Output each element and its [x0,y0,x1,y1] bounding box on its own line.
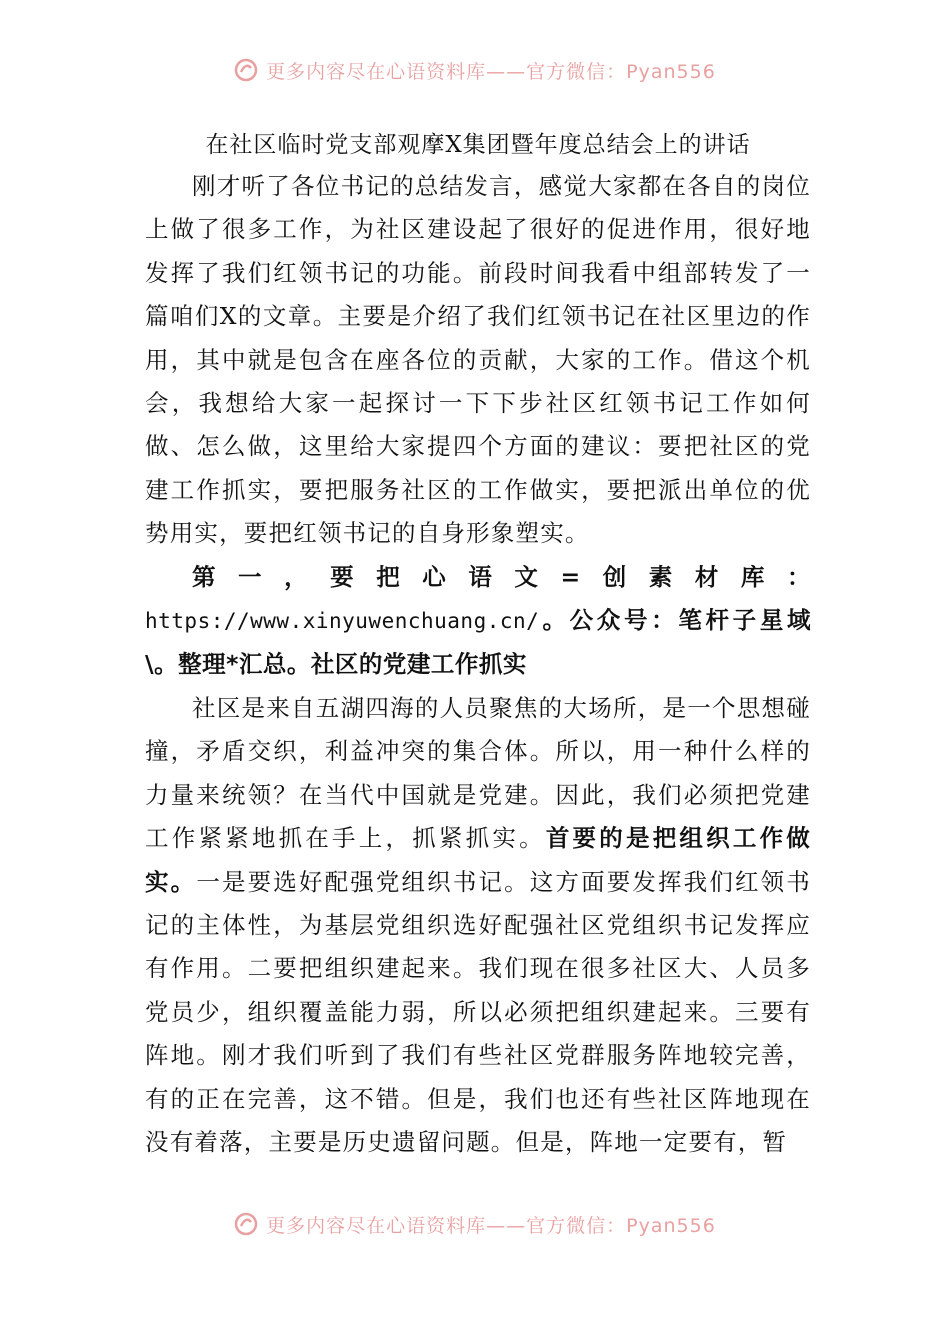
watermark-footer [0,1206,950,1242]
paragraph-bold-text: 首要的是把组织工作做实。 [145,824,811,896]
brand-logo-icon [234,1212,258,1236]
heading-suffix: 。公众号：笔杆子星域\。整理*汇总。社区的党建工作抓实 [145,606,811,679]
watermark-text: 更多内容尽在心语资料库——官方微信：Pyan556 [266,1214,716,1237]
document-body [145,125,811,1164]
heading-prefix: 第一，要把心语文=创素材库： [192,562,811,591]
paragraph-intro: 刚才听了各位书记的总结发言，感觉大家都在各自的岗位上做了很多工作，为社区建设起了很好的促进作用，很好地发挥了我们红领书记的功能。前段时间我看中组部转发了一篇咱们X的文章。主要是介绍了我们红领书记在社区里边的作用，其中就是包含在座各位的贡献，大家的工作。借这个机会，我想给大家一起探讨一下下步社区红领书记工作如何做、怎么做，这里给大家提四个方面的建议：要把社区的党建工作抓实，要把服务社区的工作做实，要把派出单位的优势用实，要把红领书记的自身形象塑实。 [145,172,811,548]
paragraph-text-b: 一是要选好配强党组织书记。这方面要发挥我们红领书记的主体性，为基层党组织选好配强社区党组织书记发挥应有作用。二要把组织建起来。我们现在很多社区大、人员多党员少，组织覆盖能力弱，所以必须把组织建起来。三要有阵地。刚才我们听到了我们有些社区党群服务阵地较完善，有的正在完善，这不错。但是，我们也还有些社区阵地现在没有着落，主要是历史遗留问题。但是，阵地一定要有，暂 [145,867,811,1156]
watermark-text: 更多内容尽在心语资料库——官方微信：Pyan556 [266,60,716,83]
paragraph-text-a: 社区是来自五湖四海的人员聚焦的大场所，是一个思想碰撞，矛盾交织，利益冲突的集合体。所以，用一种什么样的力量来统领？在当代中国就是党建。因此，我们必须把党建工作紧紧地抓在手上，抓紧抓实。 [145,693,811,853]
paragraph-party-building [145,687,811,1164]
watermark-header [0,52,950,88]
brand-logo-icon [234,58,258,82]
heading-url: https://www.xinyuwenchuang.cn/ [145,609,540,634]
document-title: 在社区临时党支部观摩X集团暨年度总结会上的讲话 [205,132,751,158]
section-heading-1 [145,556,811,687]
